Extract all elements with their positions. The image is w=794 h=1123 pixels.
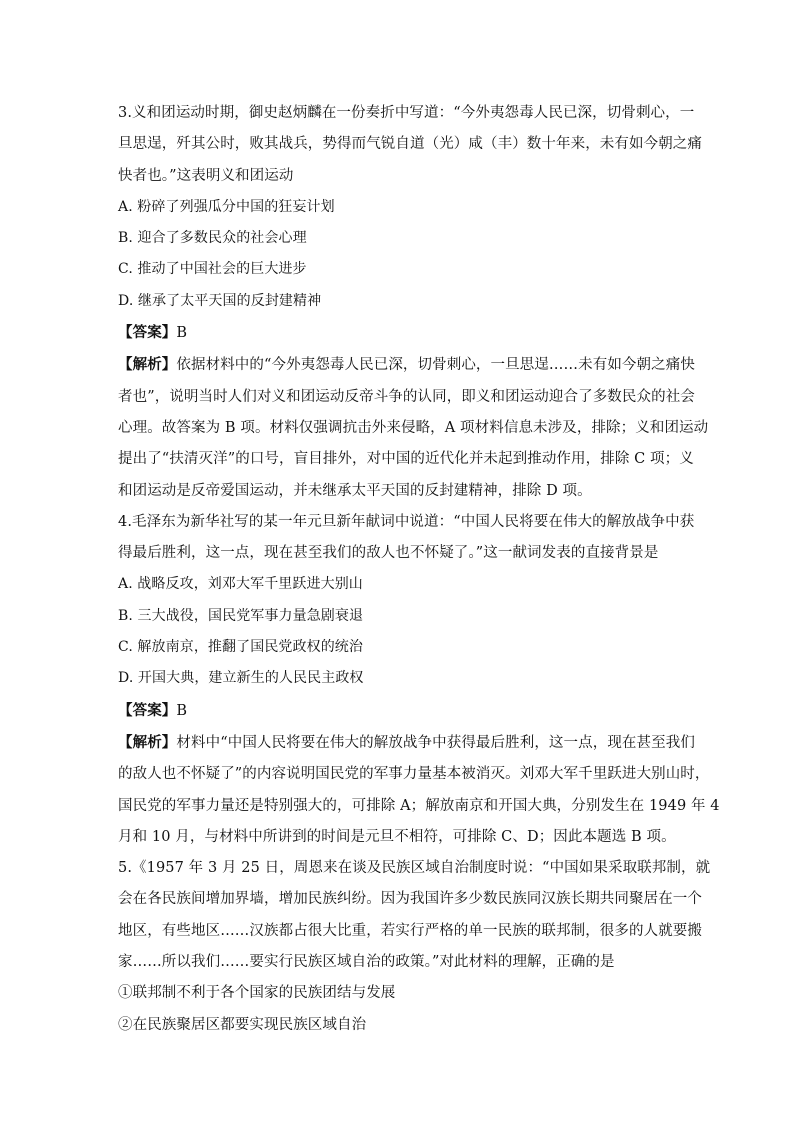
question-4-option-d: D. 开国大典，建立新生的人民民主政权 [118,670,364,687]
question-5-stem-line-1: 5.《1957 年 3 月 25 日，周恩来在谈及民族区域自治制度时说：“中国如果采取联邦制，就 [118,860,711,877]
analysis-text: 依据材料中的“今外夷怨毒人民已深，切骨刺心，一旦思逞……未有如今朝之痛快 [176,357,695,374]
document-content [118,98,720,1041]
question-4 [118,507,720,853]
question-5-stem-line-4: 家……所以我们……要实行民族区域自治的政策。”对此材料的理解，正确的是 [118,954,615,971]
question-4-answer [118,695,680,727]
question-3 [118,98,709,507]
analysis-tag: 【解析】 [118,356,177,374]
question-3-answer [118,317,680,349]
question-4-option-b: B. 三大战役，国民党军事力量急剧衰退 [118,607,364,624]
answer-value: B [176,702,188,719]
question-3-stem-line-3: 快者也。”这表明义和团运动 [118,167,294,184]
question-4-option-a: A. 战略反攻，刘邓大军千里跃进大别山 [118,576,363,593]
question-4-stem-line-2: 得最后胜利，这一点，现在甚至我们的敌人也不怀疑了。”这一献词发表的直接背景是 [118,545,659,562]
question-3-option-b: B. 迎合了多数民众的社会心理 [118,230,307,247]
question-3-analysis-line-4: 提出了“扶清灭洋”的口号，盲目排外，对中国的近代化并未起到推动作用，排除 C 项；义 [118,451,694,468]
question-3-analysis-line-1 [118,349,695,381]
question-4-analysis-line-4: 月和 10 月，与材料中所讲到的时间是元旦不相符，可排除 C、D；因此本题选 B 项。 [118,828,676,845]
question-4-analysis-line-3: 国民党的军事力量还是特别强大的，可排除 A；解放南京和开国大典，分别发生在 1949 年 4 [118,797,720,814]
question-3-option-a: A. 粉碎了列强瓜分中国的狂妄计划 [118,198,335,215]
question-3-analysis-line-5: 和团运动是反帝爱国运动，并未继承太平天国的反封建精神，排除 D 项。 [118,482,592,499]
question-3-stem-line-2: 旦思逞，歼其公时，败其战兵，势得而气锐自道（光）咸（丰）数十年来，未有如今朝之痛 [118,136,702,153]
question-3-analysis-line-3: 心理。故答案为 B 项。材料仅强调抗击外来侵略，A 项材料信息未涉及，排除；义和团运动 [118,419,709,436]
question-3-option-c: C. 推动了中国社会的巨大进步 [118,261,307,278]
question-4-stem-line-1: 4.毛泽东为新华社写的某一年元旦新年献词中说道：“中国人民将要在伟大的解放战争中获 [118,513,695,530]
question-3-option-d: D. 继承了太平天国的反封建精神 [118,292,322,309]
question-4-analysis-line-1 [118,727,695,759]
question-4-analysis-line-2: 的敌人也不怀疑了”的内容说明国民党的军事力量基本被消灭。刘邓大军千里跃进大别山时， [118,766,710,783]
answer-tag: 【答案】 [118,324,177,342]
question-5-item-2: ②在民族聚居区都要实现民族区域自治 [118,1016,367,1033]
question-5-stem-line-2: 会在各民族间增加界墙，增加民族纠纷。因为我国许多少数民族同汉族长期共同聚居在一个 [118,891,702,908]
question-3-stem-line-1: 3.义和团运动时期，御史赵炳麟在一份奏折中写道：“今外夷怨毒人民已深，切骨刺心，一 [118,105,695,121]
analysis-text: 材料中“中国人民将要在伟大的解放战争中获得最后胜利，这一点，现在甚至我们 [176,734,695,751]
question-5-item-1: ①联邦制不利于各个国家的民族团结与发展 [118,985,396,1002]
question-3-analysis-line-2: 者也”，说明当时人们对义和团运动反帝斗争的认同，即义和团运动迎合了多数民众的社会 [118,388,695,405]
analysis-tag: 【解析】 [118,733,177,751]
question-4-option-c: C. 解放南京，推翻了国民党政权的统治 [118,639,364,656]
question-5-stem-line-3: 地区，有些地区……汉族都占很大比重，若实行严格的单一民族的联邦制，很多的人就要搬 [118,922,702,939]
answer-value: B [176,325,188,342]
answer-tag: 【答案】 [118,701,177,719]
question-5 [118,853,711,1041]
